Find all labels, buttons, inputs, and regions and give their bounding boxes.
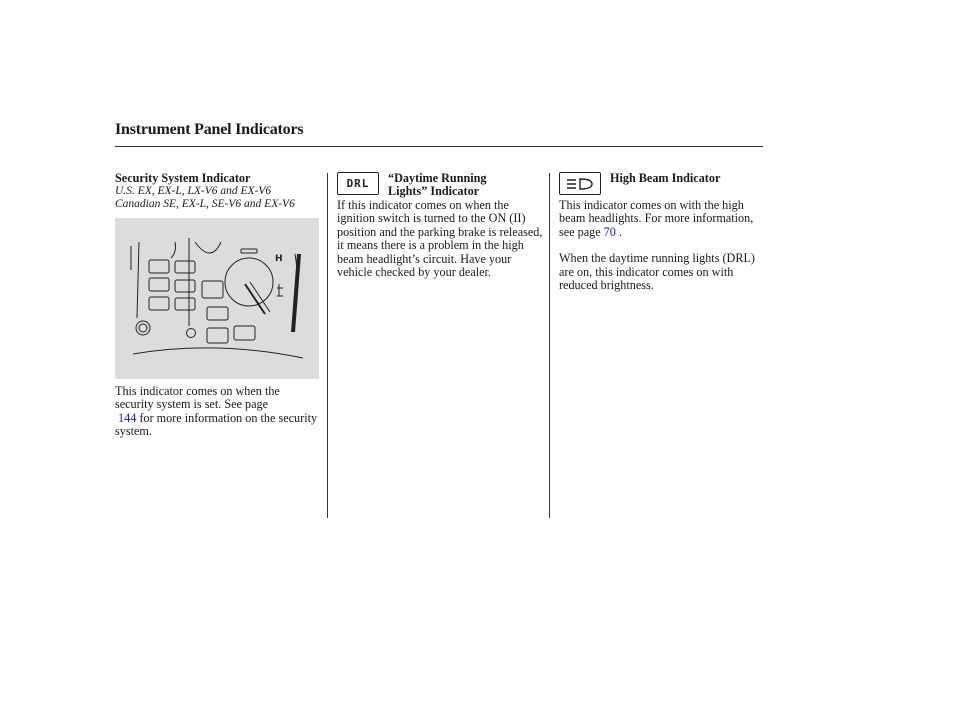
instrument-cluster-drawing	[115, 218, 319, 379]
drl-brightness-text: When the daytime running lights (DRL) are on, this indicator comes on with reduced brightness.	[559, 251, 755, 293]
drl-heading-line1: “Daytime Running	[388, 171, 487, 185]
security-body-text: This indicator comes on when the security system is set. See page	[115, 384, 280, 412]
high-beam-icon	[559, 172, 601, 195]
high-beam-body-period: .	[615, 224, 622, 239]
drl-section	[337, 199, 543, 279]
title-divider	[115, 146, 763, 147]
column-divider-2	[549, 173, 550, 518]
instrument-panel-illustration	[115, 218, 319, 379]
drl-icon-label: DRL	[346, 177, 370, 190]
drl-icon	[337, 172, 379, 195]
security-system-section	[115, 172, 320, 211]
page-link-144[interactable]: 144	[118, 410, 137, 425]
models-canada: Canadian SE, EX-L, SE-V6 and EX-V6	[115, 198, 295, 210]
security-body-text-2: for more information on the security system.	[115, 410, 318, 439]
high-beam-section	[559, 199, 759, 292]
page-link-70[interactable]: 70	[603, 224, 616, 239]
security-system-heading: Security System Indicator	[115, 171, 251, 185]
high-beam-heading-block	[610, 172, 760, 185]
column-divider-1	[327, 173, 328, 518]
security-system-description	[115, 385, 320, 439]
high-beam-body-text: This indicator comes on with the high beam headlights. For more information, see page	[559, 198, 754, 239]
drl-body-text: If this indicator comes on when the ignition switch is turned to the ON (II) position and the parking brake is released, it means there is a problem in the high beam headlight’s circuit. Have your vehicle checked by your dealer.	[337, 198, 543, 280]
high-beam-icon-glyph	[565, 177, 595, 191]
drl-heading-block	[388, 172, 543, 198]
models-us: U.S. EX, EX-L, LX-V6 and EX-V6	[115, 185, 272, 197]
drl-heading-line2: Lights” Indicator	[388, 184, 480, 198]
gauge-letter: H	[275, 254, 283, 264]
page-title: Instrument Panel Indicators	[115, 121, 304, 138]
high-beam-heading: High Beam Indicator	[610, 171, 721, 185]
